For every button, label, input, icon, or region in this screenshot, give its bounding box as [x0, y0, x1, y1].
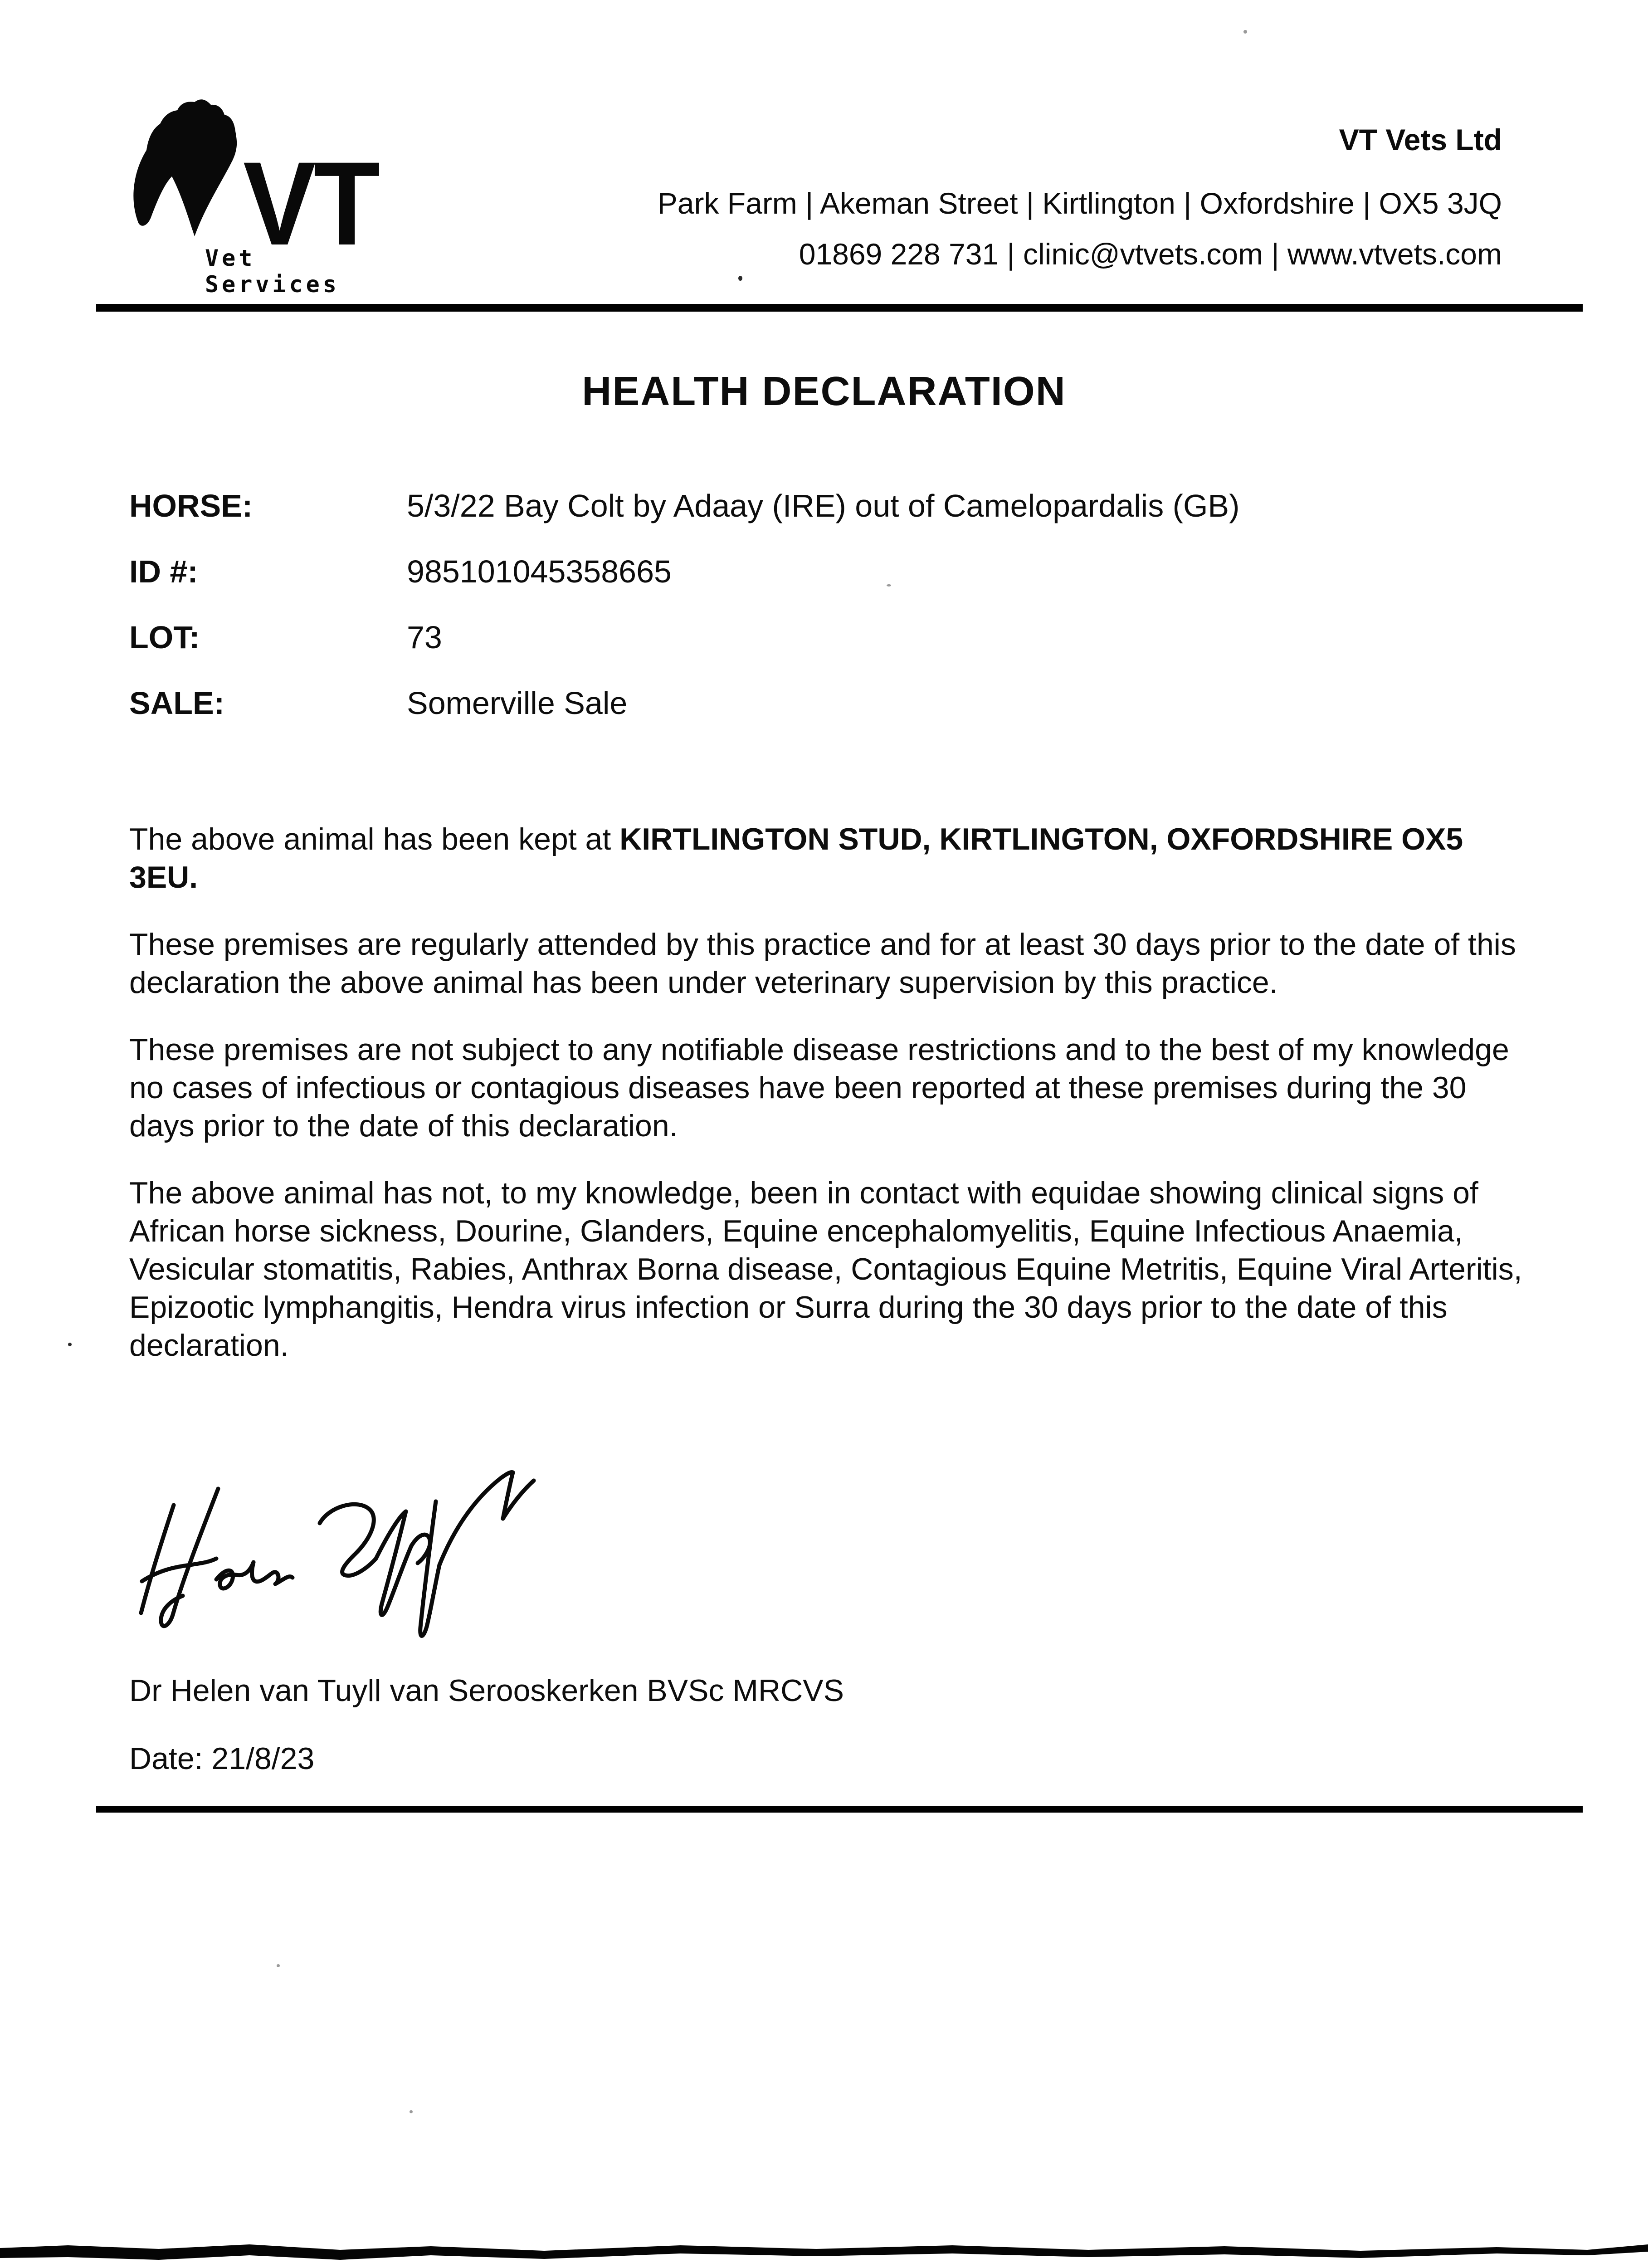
- letterhead-contact-block: [658, 114, 1502, 279]
- scan-artifact: [1243, 30, 1247, 34]
- paragraph-kept-at-text: The above animal has been kept at: [129, 822, 620, 856]
- scan-artifact: [277, 1964, 280, 1967]
- logo-tagline: Vet Services: [205, 245, 340, 298]
- detail-value: 985101045358665: [407, 554, 672, 589]
- signature-handwriting: [129, 1465, 540, 1644]
- scan-artifact: [410, 2110, 413, 2113]
- scan-artifact: [738, 276, 742, 281]
- scan-artifact: [0, 2240, 1648, 2268]
- detail-row-lot: [129, 618, 1239, 657]
- footer-divider: [96, 1806, 1583, 1813]
- paragraph-restrictions: These premises are not subject to any notifiable disease restrictions and to the best of my knowledge no cases of infectious or contagious diseases have been reported at these premises during the 30 days prior to the date of this declaration.: [129, 1032, 1509, 1143]
- address-line: Park Farm | Akeman Street | Kirtlington | Oxfordshire | OX5 3JQ: [657, 186, 1502, 220]
- detail-value: 73: [407, 620, 442, 655]
- paragraph-kept-at: [129, 820, 1531, 896]
- scan-artifact: [68, 1343, 72, 1346]
- detail-row-id: [129, 552, 1239, 591]
- contact-line: 01869 228 731 | clinic@vtvets.com | www.vtvets.com: [799, 237, 1502, 271]
- detail-value: Somerville Sale: [407, 685, 628, 721]
- detail-label: LOT:: [129, 620, 200, 655]
- logo-vt-text: VT: [243, 137, 378, 270]
- declaration-date: Date: 21/8/23: [129, 1741, 315, 1776]
- header-divider: [96, 304, 1583, 312]
- detail-row-sale: [129, 684, 1239, 723]
- detail-row-horse: [129, 486, 1239, 525]
- paragraph-attended: These premises are regularly attended by this practice and for at least 30 days prior to the date of this declaration the above animal has been under veterinary supervision by this practice.: [129, 927, 1516, 1000]
- veterinarian-name: Dr Helen van Tuyll van Serooskerken BVSc MRCVS: [129, 1673, 844, 1708]
- scan-artifact: [887, 584, 891, 587]
- paragraph-kept-at-location: KIRTLINGTON STUD, KIRTLINGTON, OXFORDSHIRE OX5 3EU.: [129, 822, 1463, 894]
- detail-value: 5/3/22 Bay Colt by Adaay (IRE) out of Camelopardalis (GB): [407, 488, 1240, 523]
- declaration-body: [129, 820, 1531, 1393]
- company-name: VT Vets Ltd: [1339, 123, 1502, 156]
- horse-details: [129, 486, 1239, 749]
- page-title: HEALTH DECLARATION: [582, 369, 1066, 414]
- detail-label: HORSE:: [129, 488, 253, 523]
- detail-label: ID #:: [129, 554, 198, 589]
- paragraph-contact-history: The above animal has not, to my knowledge, been in contact with equidae showing clinical signs of African horse sickness, Dourine, Glanders, Equine encephalomyelitis, Equine Infectious Anaemia, Vesicular stomatitis, Rabies, Anthrax Borna disease, Contagious Equine Metritis, Equine Viral Arteritis, Epizootic lymphangitis, Hendra virus infection or Surra during the 30 days prior to the date of this declaration.: [129, 1176, 1522, 1363]
- detail-label: SALE:: [129, 685, 224, 721]
